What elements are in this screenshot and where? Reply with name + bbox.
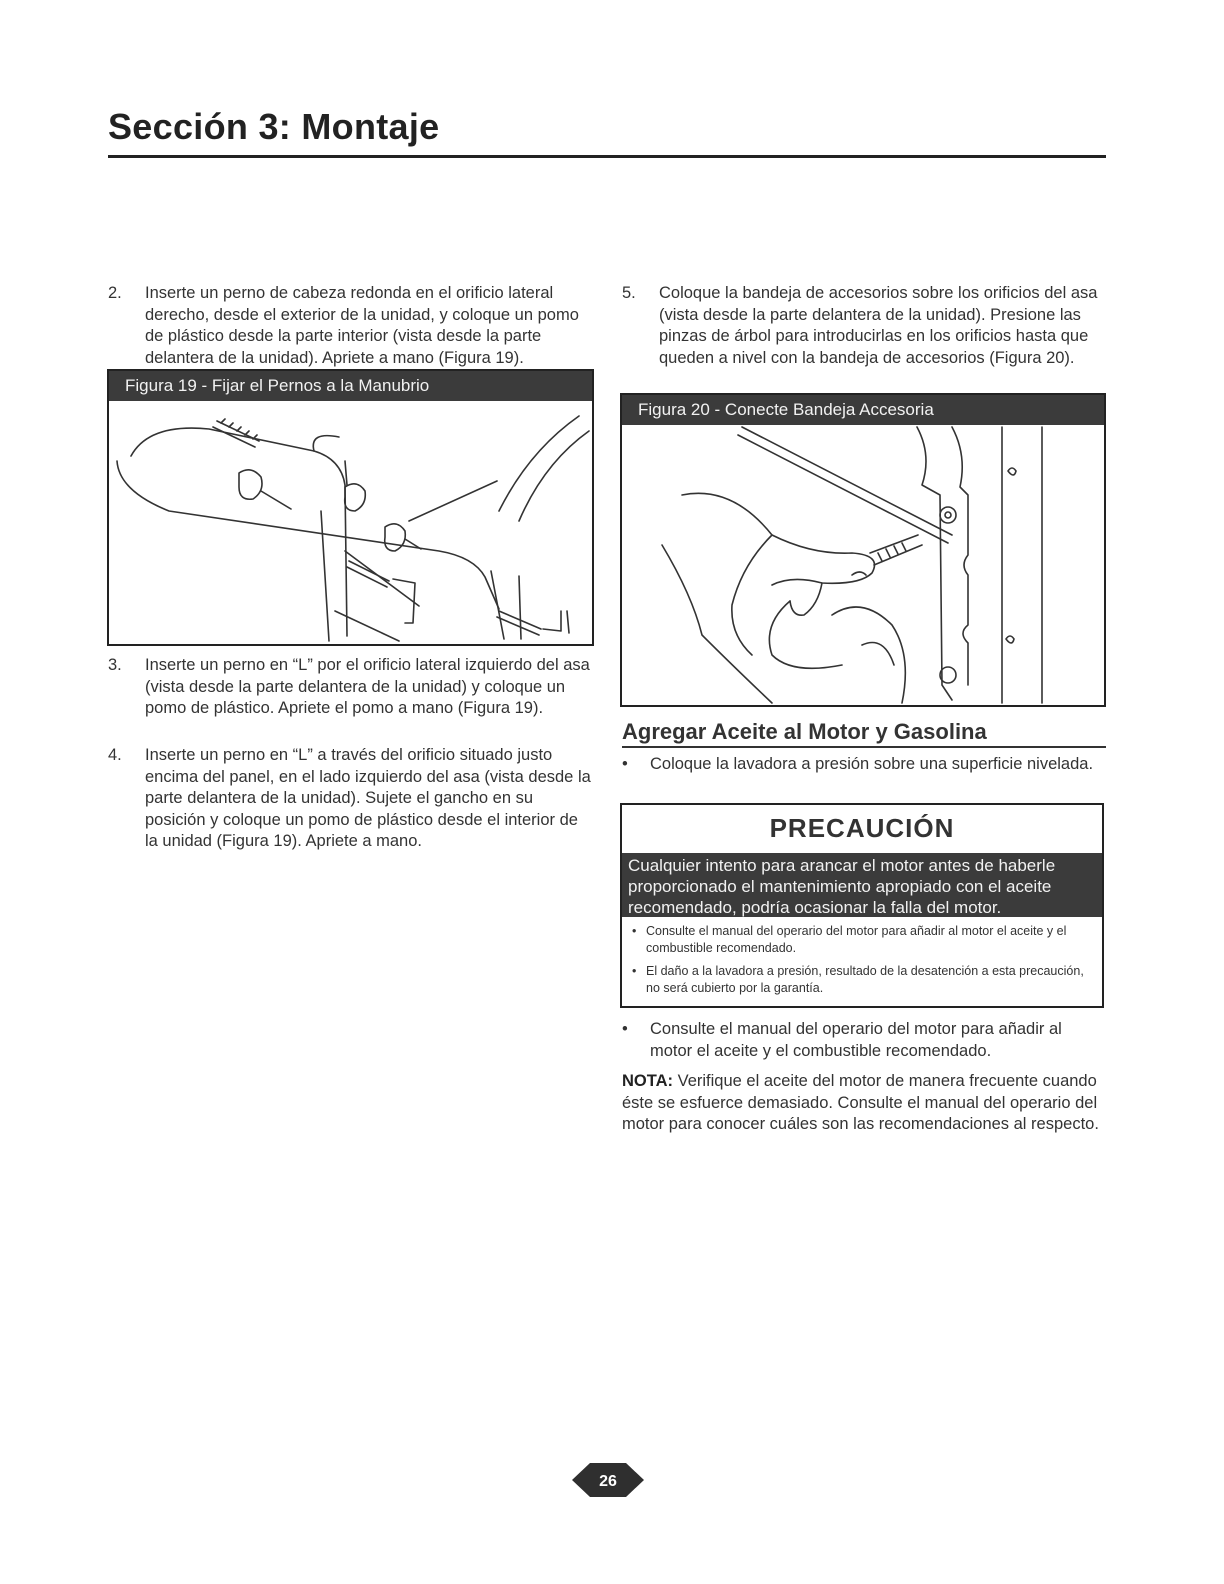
page-number: 26 — [599, 1473, 617, 1490]
figure-19 — [107, 369, 594, 646]
step-5 — [622, 283, 1104, 393]
title-divider — [108, 155, 1106, 158]
step-text: Inserte un perno de cabeza redonda en el orificio lateral derecho, desde el exterior de la unidad, y coloque un pomo de plástico desde la parte interior (vista desde la parte delantera de la unidad). Apriete a mano (Figura 19). — [145, 284, 579, 367]
step-number: 3. — [108, 656, 122, 674]
caution-title: PRECAUCIÓN — [769, 813, 955, 843]
section-heading-oil: Agregar Aceite al Motor y Gasolina — [622, 719, 987, 744]
bullet-consult-manual — [622, 1019, 1104, 1063]
note-label: NOTA: — [622, 1072, 674, 1090]
step-text: Coloque la bandeja de accesorios sobre los orificios del asa (vista desde la parte delantera de la unidad). Presione las pinzas de árbol para introducirlas en los orificios hasta que queden a nivel con la bandeja de accesorios (Figura 20). — [659, 284, 1098, 367]
figure-19-caption: Figura 19 - Fijar el Pernos a la Manubrio — [109, 371, 592, 401]
bullet-icon: • — [632, 964, 637, 978]
step-4 — [108, 745, 592, 855]
caution-bullet-text: Consulte el manual del operario del motor para añadir al motor el aceite y el combustible recomendado. — [646, 924, 1067, 955]
step-2 — [108, 283, 592, 373]
figure-20-caption: Figura 20 - Conecte Bandeja Accesoria — [622, 395, 1104, 425]
step-number: 4. — [108, 746, 122, 764]
page-number-badge — [572, 1463, 644, 1497]
bullet-icon: • — [622, 1020, 628, 1038]
step-3 — [108, 655, 592, 721]
step-text: Inserte un perno en “L” a través del orificio situado justo encima del panel, en el lado izquierdo del asa (vista desde la parte delantera de la unidad). Sujete el gancho en su posición y coloque un pomo de plástico desde el interior de la unidad (Figura 19). Apriete a mano. — [145, 746, 591, 850]
step-number: 5. — [622, 284, 636, 302]
bullet-text: Consulte el manual del operario del motor para añadir al motor el aceite y el combustible recomendado. — [650, 1020, 1062, 1060]
caution-warning-text: Cualquier intento para arancar el motor antes de haberle proporcionado el mantenimiento apropiado con el aceite recomendado, podría ocasionar la falla del motor. — [622, 853, 1102, 917]
bullet-level-surface — [622, 754, 1104, 798]
bullet-icon: • — [622, 755, 628, 773]
heading-divider — [622, 746, 1106, 748]
step-text: Inserte un perno en “L” por el orificio lateral izquierdo del asa (vista desde la parte delantera de la unidad) y coloque un pomo de plástico. Apriete el pomo a mano (Figura 19). — [145, 656, 590, 717]
caution-bullet-text: El daño a la lavadora a presión, resultado de la desatención a esta precaución, no será cubierto por la garantía. — [646, 964, 1084, 995]
handle-bolt-illustration — [109, 401, 592, 644]
note-paragraph — [622, 1071, 1104, 1136]
section-title: Sección 3: Montaje — [108, 106, 440, 147]
figure-20 — [620, 393, 1106, 707]
step-number: 2. — [108, 284, 122, 302]
bullet-text: Coloque la lavadora a presión sobre una superficie nivelada. — [650, 755, 1094, 773]
bullet-icon: • — [632, 924, 637, 938]
accessory-tray-illustration — [622, 425, 1104, 705]
note-text: Verifique el aceite del motor de manera frecuente cuando éste se esfuerce demasiado. Consulte el manual del operario del motor para conocer cuáles son las recomendaciones al respecto. — [622, 1072, 1099, 1133]
caution-box — [620, 803, 1104, 1008]
